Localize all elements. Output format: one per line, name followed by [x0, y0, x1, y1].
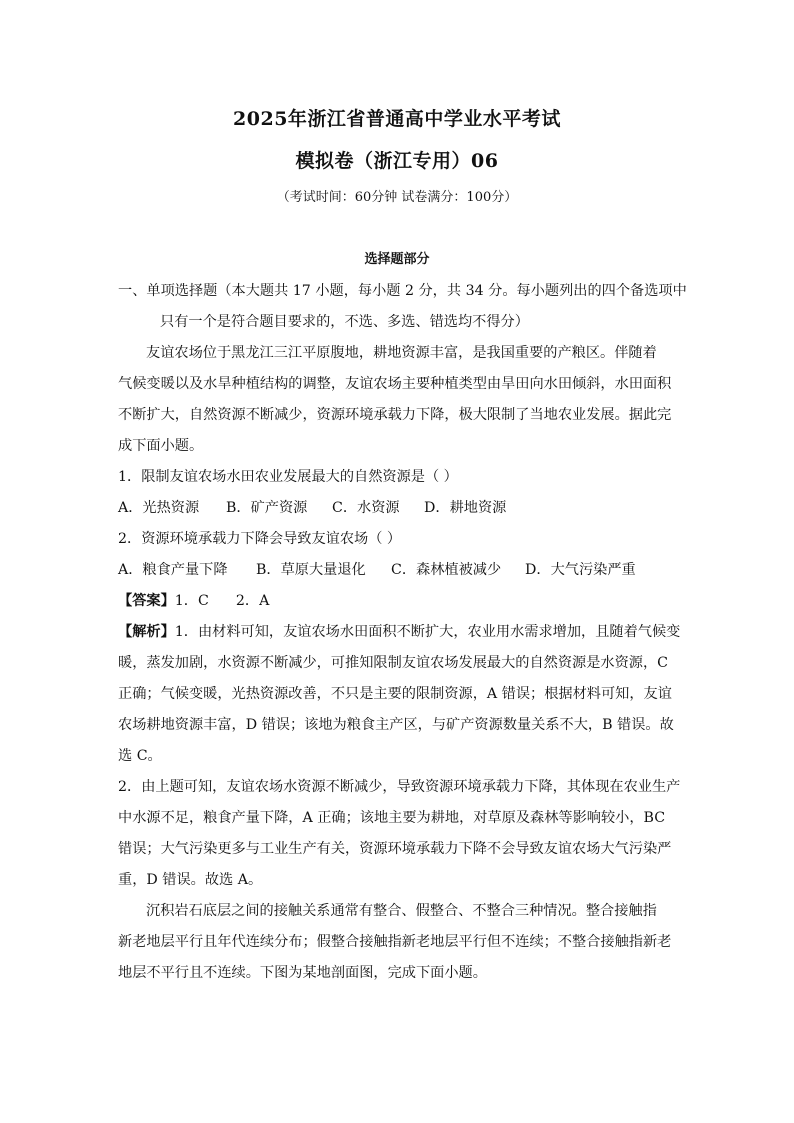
analysis-line: 2．由上题可知，友谊农场水资源不断减少，导致资源环境承载力下降，其体现在农业生产: [118, 779, 681, 795]
answer-line: [118, 586, 678, 617]
option-b: B．草原大量退化: [256, 562, 366, 578]
analysis-line: 选 C。: [118, 748, 162, 764]
analysis-label: 【解析】: [118, 624, 175, 640]
passage-line: 气候变暖以及水旱种植结构的调整，友谊农场主要种植类型由旱田向水田倾斜，水田面积: [118, 376, 672, 392]
passage-line: 成下面小题。: [118, 438, 204, 454]
exam-info: （考试时间：60分钟 试卷满分：100分）: [276, 190, 518, 205]
question-1-stem: 1．限制友谊农场水田农业发展最大的自然资源是（ ）: [118, 469, 458, 485]
analysis-line: 重，D 错误。故选 A。: [118, 872, 263, 888]
question-2-options: [118, 555, 678, 586]
analysis-line: 错误；大气污染更多与工业生产有关，资源环境承载力下降不会导致友谊农场大气污染严: [118, 841, 672, 857]
passage-line: 沉积岩石底层之间的接触关系通常有整合、假整合、不整合三种情况。整合接触指: [146, 903, 657, 919]
answer-text: 1．C 2．A: [174, 593, 270, 609]
option-c: C．水资源: [332, 500, 400, 516]
exam-title: 2025年浙江省普通高中学业水平考试: [233, 108, 561, 130]
option-d: D．耕地资源: [424, 500, 507, 516]
analysis-line: 暖，蒸发加剧，水资源不断减少，可推知限制友谊农场发展最大的自然资源是水资源，C: [118, 655, 668, 671]
analysis-line: 正确；气候变暖，光热资源改善，不只是主要的限制资源，A 错误；根据材料可知，友谊: [118, 686, 672, 702]
analysis-line: [118, 617, 681, 648]
passage-line: 友谊农场位于黑龙江三江平原腹地，耕地资源丰富，是我国重要的产粮区。伴随着: [146, 345, 657, 361]
instructions-line: 一、单项选择题（本大题共 17 小题，每小题 2 分，共 34 分。每小题列出的四个备选项中: [118, 283, 687, 299]
analysis-text: 1．由材料可知，友谊农场水田面积不断扩大，农业用水需求增加，且随着气候变: [174, 624, 681, 640]
analysis-line: 中水源不足，粮食产量下降，A 正确；该地主要为耕地，对草原及森林等影响较小，BC: [118, 810, 666, 826]
option-c: C．森林植被减少: [391, 562, 502, 578]
option-d: D．大气污染严重: [525, 562, 636, 578]
option-b: B．矿产资源: [226, 500, 308, 516]
section-title: 选择题部分: [364, 252, 430, 267]
question-2-stem: 2．资源环境承载力下降会导致友谊农场（ ）: [118, 531, 402, 547]
exam-body: [118, 276, 687, 989]
analysis-line: 农场耕地资源丰富，D 错误；该地为粮食主产区，与矿产资源数量关系不大，B 错误。故: [118, 717, 674, 733]
question-1-options: [118, 493, 678, 524]
option-a: A．光热资源: [118, 500, 200, 516]
passage-line: 地层不平行且不连续。下图为某地剖面图，完成下面小题。: [118, 965, 487, 981]
passage-line: 新老地层平行且年代连续分布；假整合接触指新老地层平行但不连续；不整合接触指新老: [118, 934, 672, 950]
passage-line: 不断扩大，自然资源不断减少，资源环境承载力下降，极大限制了当地农业发展。据此完: [118, 407, 672, 423]
answer-label: 【答案】: [118, 593, 175, 609]
exam-subtitle: 模拟卷（浙江专用）06: [295, 150, 499, 172]
instructions-line: 只有一个是符合题目要求的，不选、多选、错选均不得分）: [160, 314, 529, 330]
option-a: A．粮食产量下降: [118, 562, 228, 578]
